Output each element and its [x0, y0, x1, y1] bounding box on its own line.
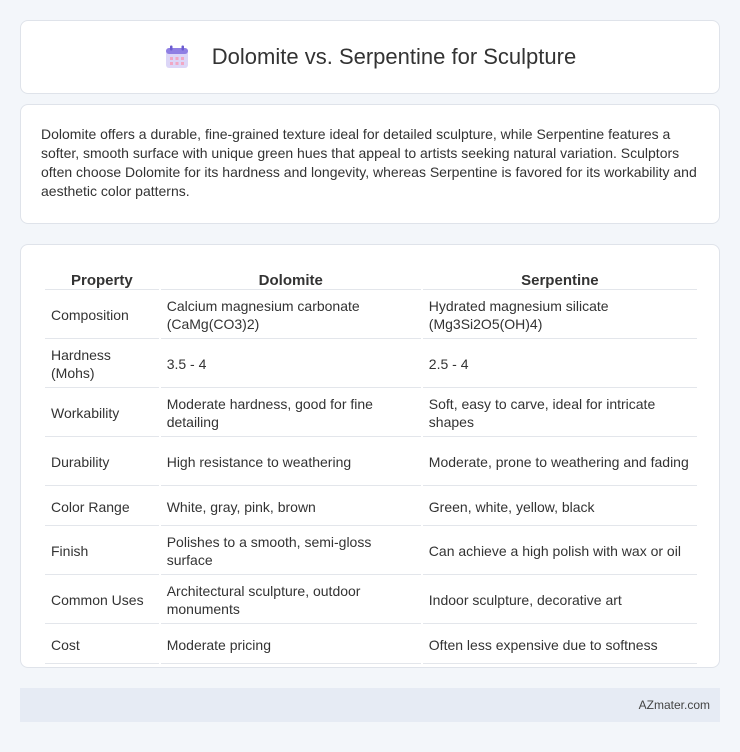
header-dolomite: Dolomite: [161, 267, 421, 290]
dolomite-cell: Polishes to a smooth, semi-gloss surface: [161, 528, 421, 575]
calendar-icon: [164, 44, 190, 70]
comparison-table: [43, 265, 699, 666]
row-label: Cost: [45, 626, 159, 664]
serpentine-cell: 2.5 - 4: [423, 341, 697, 388]
table-row: [45, 390, 697, 437]
table-row: [45, 626, 697, 664]
table-row: [45, 488, 697, 526]
table-row: [45, 528, 697, 575]
header-serpentine: Serpentine: [423, 267, 697, 290]
row-label: Color Range: [45, 488, 159, 526]
description-card: [20, 104, 720, 224]
row-label: Finish: [45, 528, 159, 575]
serpentine-cell: Green, white, yellow, black: [423, 488, 697, 526]
dolomite-cell: Architectural sculpture, outdoor monuments: [161, 577, 421, 624]
header-property: Property: [45, 267, 159, 290]
row-label: Workability: [45, 390, 159, 437]
table-row: [45, 292, 697, 339]
row-label: Common Uses: [45, 577, 159, 624]
serpentine-cell: Often less expensive due to softness: [423, 626, 697, 664]
title-card: [20, 20, 720, 94]
serpentine-cell: Can achieve a high polish with wax or oil: [423, 528, 697, 575]
table-row: [45, 577, 697, 624]
page-title: Dolomite vs. Serpentine for Sculpture: [211, 44, 577, 69]
comparison-table-card: [20, 244, 720, 668]
dolomite-cell: Moderate pricing: [161, 626, 421, 664]
table-row: [45, 341, 697, 388]
dolomite-cell: 3.5 - 4: [161, 341, 421, 388]
row-label: Hardness (Mohs): [45, 341, 159, 388]
row-label: Durability: [45, 439, 159, 486]
serpentine-cell: Indoor sculpture, decorative art: [423, 577, 697, 624]
dolomite-cell: Moderate hardness, good for fine detailing: [161, 390, 421, 437]
dolomite-cell: High resistance to weathering: [161, 439, 421, 486]
table-row: [45, 439, 697, 486]
table-header-row: [45, 267, 697, 290]
dolomite-cell: White, gray, pink, brown: [161, 488, 421, 526]
serpentine-cell: Moderate, prone to weathering and fading: [423, 439, 697, 486]
footer-site-link[interactable]: AZmater.com: [638, 698, 710, 712]
serpentine-cell: Soft, easy to carve, ideal for intricate shapes: [423, 390, 697, 437]
dolomite-cell: Calcium magnesium carbonate (CaMg(CO3)2): [161, 292, 421, 339]
footer: [20, 688, 720, 722]
row-label: Composition: [45, 292, 159, 339]
description-text: Dolomite offers a durable, fine-grained texture ideal for detailed sculpture, while Serpentine features a softer, smooth surface with unique green hues that appeal to artists seeking natural variation. Sculptors often choose Dolomite for its hardness and longevity, whereas Serpentine is favored for its workability and aesthetic color patterns.: [41, 126, 697, 199]
serpentine-cell: Hydrated magnesium silicate (Mg3Si2O5(OH)4): [423, 292, 697, 339]
